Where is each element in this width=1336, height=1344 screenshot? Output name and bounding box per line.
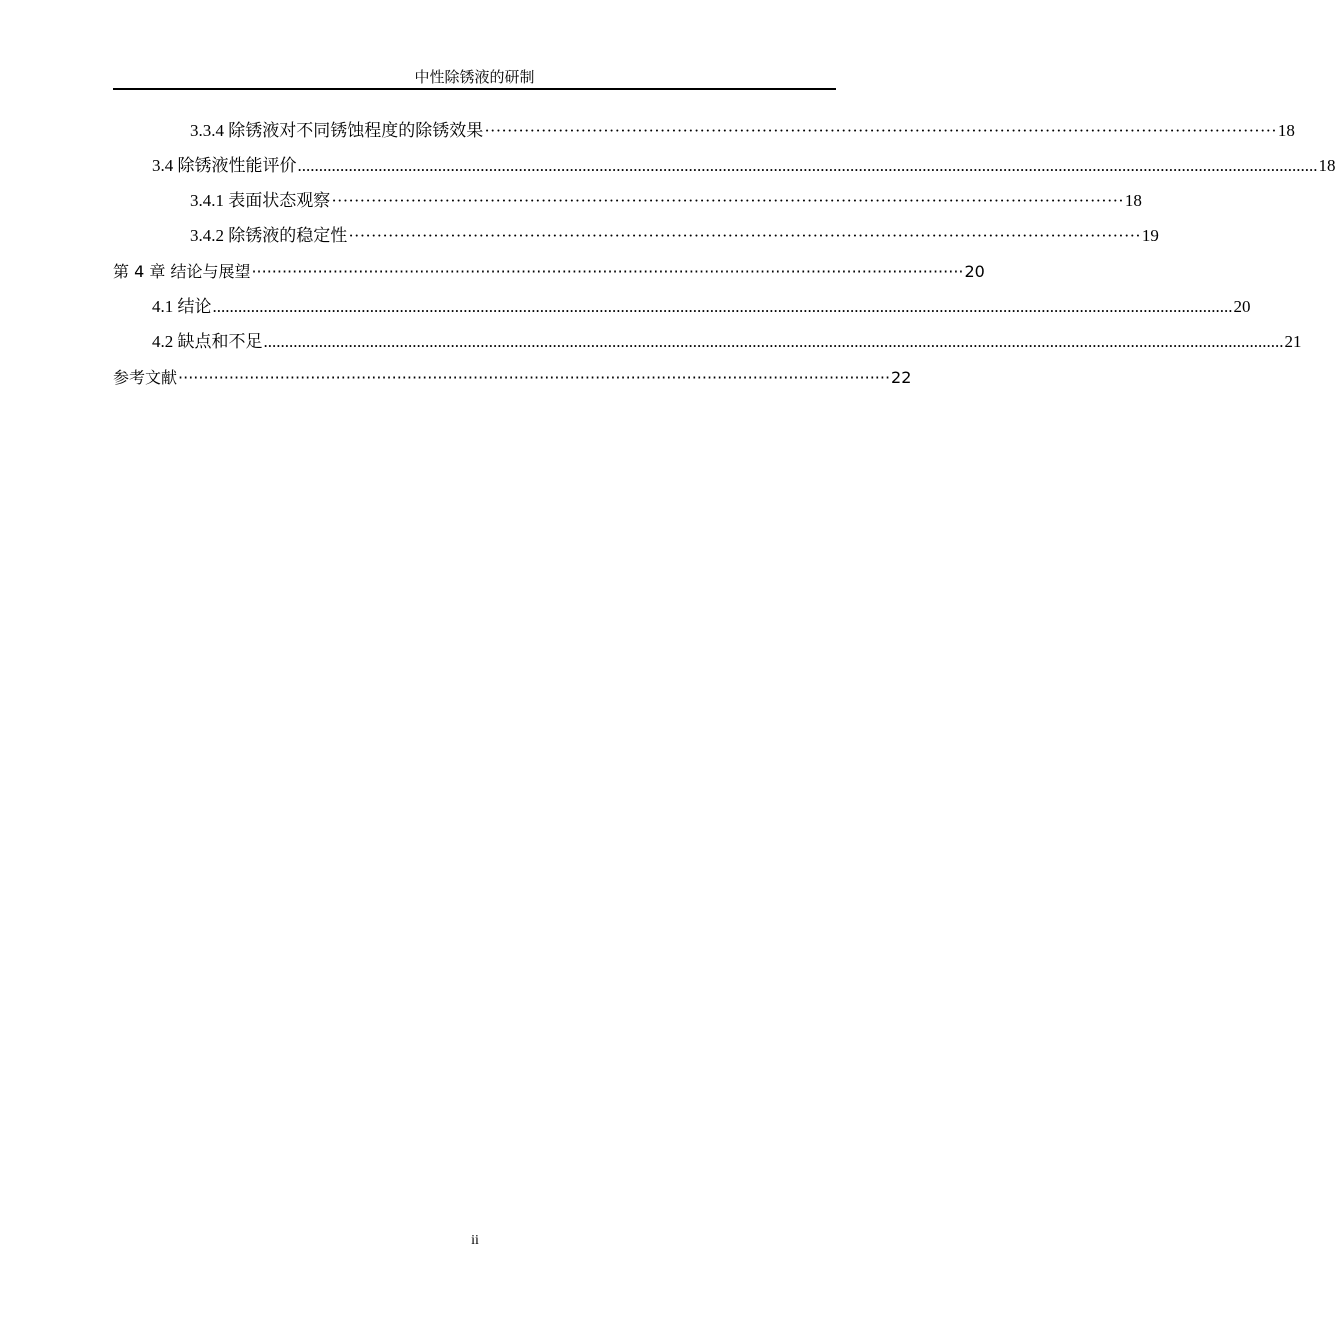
toc-entry-title: 4.1 结论 (152, 297, 212, 316)
toc-entry-title: 4.2 缺点和不足 (152, 332, 263, 351)
toc-page-number: 19 (1141, 226, 1159, 245)
toc-page-number: 21 (1284, 332, 1302, 351)
toc-entry-3-4[interactable] (152, 155, 1336, 177)
toc-entry-title: 3.4 除锈液性能评价 (152, 156, 297, 175)
toc-page-number: 18 (1277, 121, 1295, 140)
toc-leader: ············································································································································ (251, 262, 964, 281)
toc-leader: ············································································································································ (178, 368, 891, 387)
toc-leader: ············································································································································ (331, 191, 1124, 210)
toc-page-number: 18 (1124, 191, 1142, 210)
toc-page-number: 18 (1318, 156, 1336, 175)
header-rule (113, 88, 836, 90)
toc-entry-chapter-4[interactable] (113, 261, 985, 283)
toc-entry-title: 参考文献 (113, 368, 178, 387)
toc-entry-title: 第 4 章 结论与展望 (113, 262, 251, 281)
toc-entry-3-4-2[interactable] (190, 225, 1159, 247)
toc-entry-3-3-4[interactable] (190, 120, 1295, 142)
toc-leader: ············································································································································ (348, 226, 1141, 245)
toc-leader: ................................................................................................................................................................................................................................................ (263, 332, 1284, 351)
page-number: ii (471, 1233, 479, 1248)
toc-entry-title: 3.4.2 除锈液的稳定性 (190, 226, 348, 245)
toc-leader: ············································································································································ (484, 121, 1277, 140)
toc-page-number: 20 (964, 262, 985, 281)
toc-entry-4-1[interactable] (152, 296, 1251, 318)
running-header: 中性除锈液的研制 (414, 70, 535, 86)
toc-entry-title: 3.4.1 表面状态观察 (190, 191, 331, 210)
toc-entry-4-2[interactable] (152, 331, 1302, 353)
toc-entry-3-4-1[interactable] (190, 190, 1142, 212)
toc-page-number: 20 (1233, 297, 1251, 316)
toc-entry-references[interactable] (113, 367, 912, 389)
toc-page-number: 22 (891, 368, 912, 387)
toc-entry-title: 3.3.4 除锈液对不同锈蚀程度的除锈效果 (190, 121, 484, 140)
toc-leader: ................................................................................................................................................................................................................................................ (297, 156, 1318, 175)
toc-leader: ................................................................................................................................................................................................................................................ (212, 297, 1233, 316)
